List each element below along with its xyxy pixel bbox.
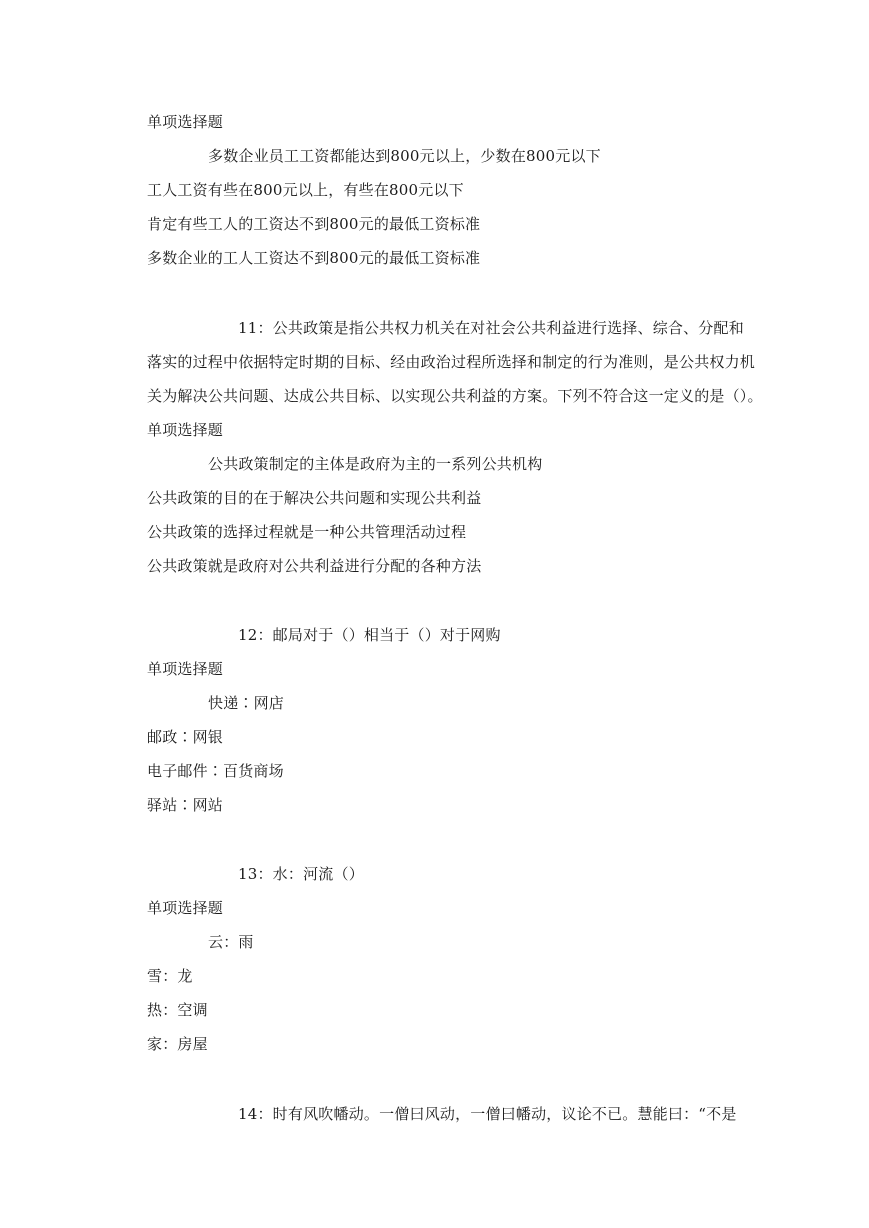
option-a: 多数企业员工工资都能达到800元以上，少数在800元以下 xyxy=(208,147,601,165)
question-type-label: 单项选择题 xyxy=(147,899,224,917)
option-a: 快递∶网店 xyxy=(208,694,285,712)
question-11-stem-line1: 11：公共政策是指公共权力机关在对社会公共利益进行选择、综合、分配和 xyxy=(238,319,744,337)
option-b: 公共政策的目的在于解决公共问题和实现公共利益 xyxy=(147,489,482,507)
option-b: 邮政∶网银 xyxy=(147,728,224,746)
question-11-stem-line2: 落实的过程中依据特定时期的目标、经由政治过程所选择和制定的行为准则，是公共权力机 xyxy=(147,353,756,371)
option-a: 公共政策制定的主体是政府为主的一系列公共机构 xyxy=(208,455,543,473)
option-b: 工人工资有些在800元以上，有些在800元以下 xyxy=(147,181,464,199)
question-type-label: 单项选择题 xyxy=(147,660,224,678)
question-13-stem: 13：水：河流（） xyxy=(238,865,364,883)
option-c: 公共政策的选择过程就是一种公共管理活动过程 xyxy=(147,523,467,541)
option-d: 家：房屋 xyxy=(147,1035,208,1053)
option-c: 电子邮件∶百货商场 xyxy=(147,762,284,780)
option-c: 肯定有些工人的工资达不到800元的最低工资标准 xyxy=(147,215,481,233)
question-type-label: 单项选择题 xyxy=(147,113,224,131)
option-d: 驿站∶网站 xyxy=(147,796,224,814)
question-14-stem: 14：时有风吹幡动。一僧曰风动，一僧曰幡动，议论不已。慧能曰：“不是 xyxy=(238,1105,737,1123)
question-11-stem-line3: 关为解决公共问题、达成公共目标、以实现公共利益的方案。下列不符合这一定义的是（）。 xyxy=(147,387,763,405)
option-d: 公共政策就是政府对公共利益进行分配的各种方法 xyxy=(147,557,482,575)
option-d: 多数企业的工人工资达不到800元的最低工资标准 xyxy=(147,249,481,267)
question-12-stem: 12：邮局对于（）相当于（）对于网购 xyxy=(238,626,501,644)
option-c: 热：空调 xyxy=(147,1001,208,1019)
option-b: 雪：龙 xyxy=(147,967,193,985)
option-a: 云：雨 xyxy=(208,933,254,951)
question-type-label: 单项选择题 xyxy=(147,421,224,439)
